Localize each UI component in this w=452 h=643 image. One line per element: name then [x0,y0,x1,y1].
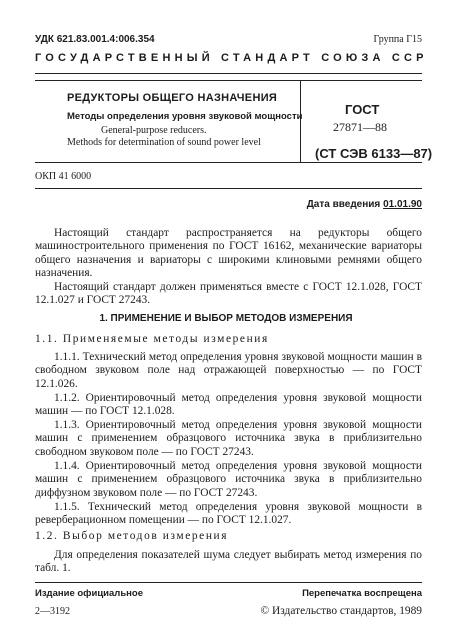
paragraph-1-1-1: 1.1.1. Технический метод определения уровня звуковой мощности машин в свободном звуковом поле над отражающей поверхностью — по ГОСТ 12.1.026. [35,351,422,390]
sev-standard: (СТ СЭВ 6133—87) [315,146,433,161]
title-block-rule [35,80,422,81]
okp-code: ОКП 41 6000 [35,171,92,182]
reprint-prohibited-note: Перепечатка воспрещена [302,588,422,599]
state-standard-heading: ГОСУДАРСТВЕННЫЙ СТАНДАРТ СОЮЗА ССР [35,52,428,64]
english-title-line-1: General-purpose reducers. [101,125,207,136]
english-title-line-2: Methods for determination of sound power level [67,137,261,148]
official-edition-note: Издание официальное [35,588,143,599]
paragraph-1-1-5: 1.1.5. Технический метод определения уровня звуковой мощности в реверберационном помещении — по ГОСТ 12.1.027. [35,501,422,527]
gost-number: 27871—88 [333,120,387,134]
introduction-date [307,199,422,210]
paragraph-1-1-2: 1.1.2. Ориентировочный метод определения уровня звуковой мощности машин — по ГОСТ 12.1.028. [35,392,422,418]
date-rule [35,188,422,189]
paragraph-scope: Настоящий стандарт распространяется на редукторы общего машиностроительного применения по ГОСТ 16162, механические вариаторы общего назначения и вариаторы с широкими клиновыми ремнями общего назначения. [35,227,422,280]
paragraph-1-1-4: 1.1.4. Ориентировочный метод определения уровня звуковой мощности машин с применением образцового источника звука в приблизительно диффузном звуковом поле — по ГОСТ 27243. [35,460,422,499]
document-title: РЕДУКТОРЫ ОБЩЕГО НАЗНАЧЕНИЯ [67,92,278,104]
okp-rule [35,162,422,163]
document-subtitle: Методы определения уровня звуковой мощности [67,111,303,122]
copyright-notice: © Издательство стандартов, 1989 [260,605,422,617]
paragraph-1-1-3: 1.1.3. Ориентировочный метод определения уровня звуковой мощности машин с применением образцового источника звука в приблизительно свободном звуковом поле — по ГОСТ 27243. [35,419,422,458]
introduction-date-label: Дата введения [306,199,381,210]
footer-rule [35,582,422,583]
subsection-1-2-heading: 1.2. Выбор методов измерения [35,530,229,542]
gost-label: ГОСТ [345,102,380,117]
print-mark: 2—3192 [35,606,70,617]
group-code: Группа Г15 [373,34,422,45]
udk-code: УДК 621.83.001.4:006.354 [35,34,155,45]
top-rule [35,73,422,74]
introduction-date-value: 01.01.90 [383,199,422,210]
paragraph-related-standards: Настоящий стандарт должен применяться вместе с ГОСТ 12.1.028, ГОСТ 12.1.027 и ГОСТ 27243. [35,281,422,307]
section-1-heading: 1. ПРИМЕНЕНИЕ И ВЫБОР МЕТОДОВ ИЗМЕРЕНИЯ [99,313,353,324]
paragraph-1-2: Для определения показателей шума следует выбирать метод измерения по табл. 1. [35,549,422,575]
subsection-1-1-heading: 1.1. Применяемые методы измерения [35,333,269,345]
